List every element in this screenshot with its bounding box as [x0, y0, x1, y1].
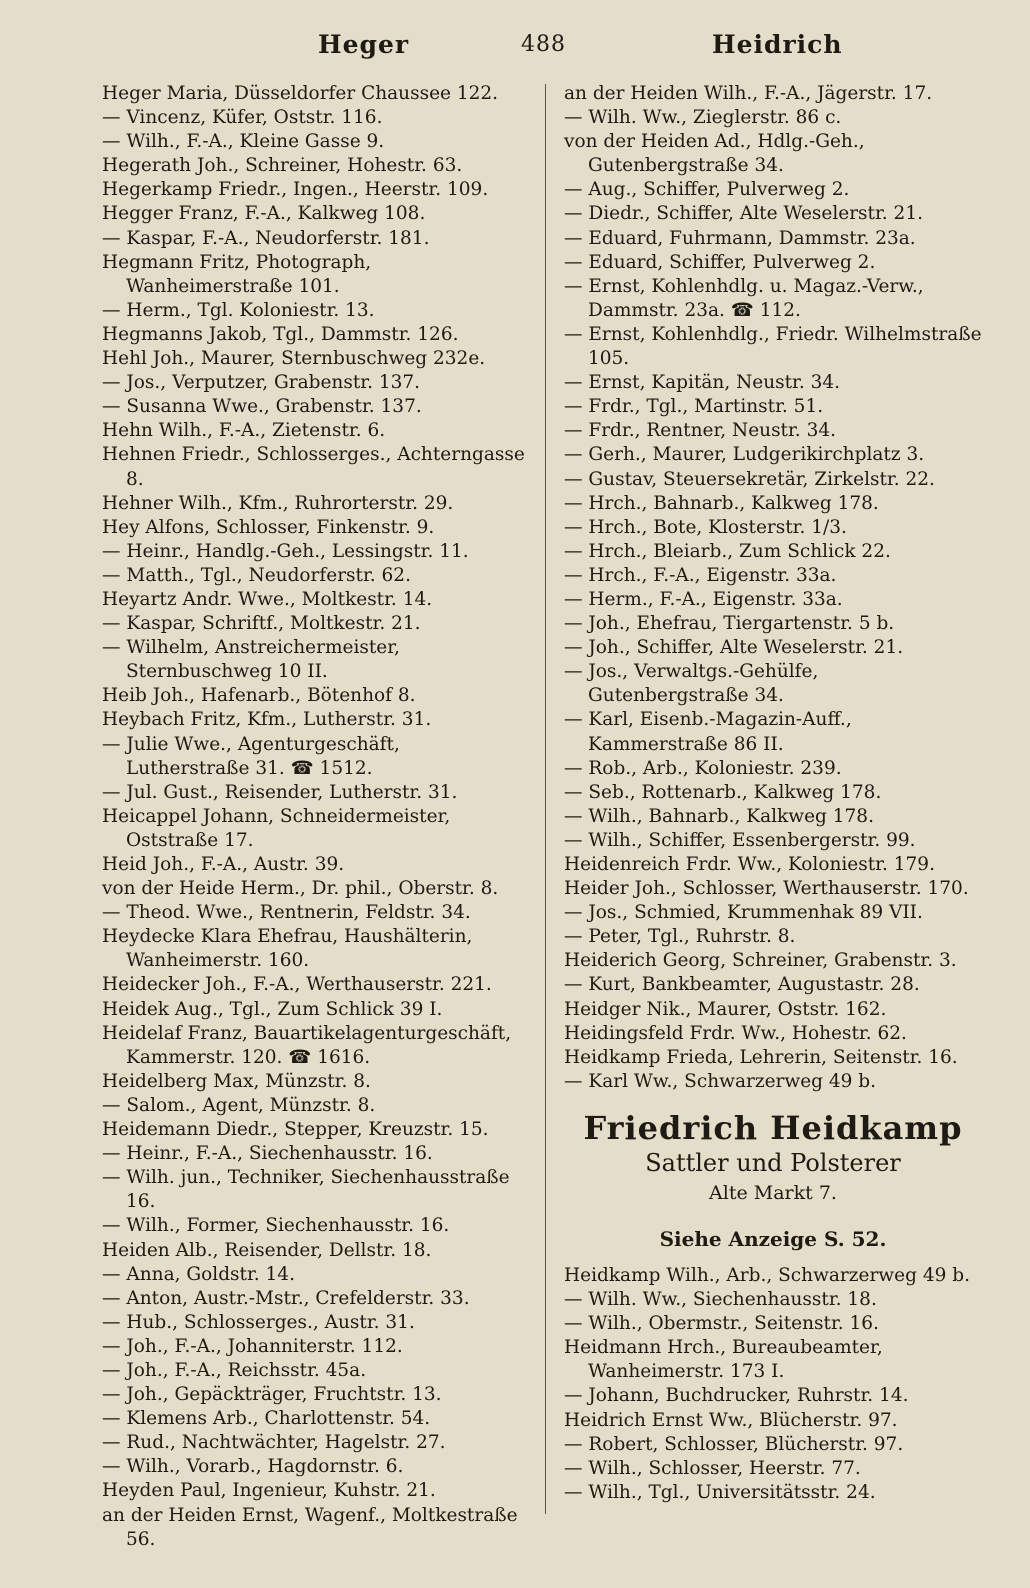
directory-entry: von der Heide Herm., Dr. phil., Oberstr. 8.: [102, 878, 499, 900]
left-column: [102, 82, 525, 1552]
directory-entry: — Joh., Gepäckträger, Fruchtstr. 13.: [102, 1384, 442, 1406]
directory-entry: — Seb., Rottenarb., Kalkweg 178.: [564, 781, 882, 803]
column-divider: [545, 84, 546, 1514]
directory-entry: Heybach Fritz, Kfm., Lutherstr. 31.: [102, 709, 432, 731]
running-header-right: Heidrich: [712, 30, 843, 59]
advert-company-name: Friedrich Heidkamp: [583, 1108, 963, 1147]
directory-entry: — Wilh. jun., Techniker, Siechenhausstraße 16.: [102, 1167, 510, 1213]
directory-entry: — Wilh., Tgl., Universitätsstr. 24.: [564, 1481, 876, 1503]
directory-entry: — Eduard, Fuhrmann, Dammstr. 23a.: [564, 227, 916, 249]
directory-entry: — Wilhelm, Anstreichermeister, Sternbuschweg 10 II.: [102, 637, 400, 683]
directory-entry: Heger Maria, Düsseldorfer Chaussee 122.: [102, 83, 499, 104]
directory-entry: von der Heiden Ad., Hdlg.-Geh., Gutenbergstraße 34.: [564, 131, 865, 177]
directory-entry: — Herm., Tgl. Koloniestr. 13.: [102, 299, 375, 321]
directory-entry: — Wilh. Ww., Siechenhausstr. 18.: [564, 1289, 877, 1311]
directory-entry: — Joh., Ehefrau, Tiergartenstr. 5 b.: [564, 613, 895, 635]
directory-entry: Hehnen Friedr., Schlosserges., Achterngasse 8.: [102, 444, 525, 490]
directory-entry: — Karl Ww., Schwarzerweg 49 b.: [564, 1070, 877, 1092]
directory-entry: — Wilh., Former, Siechenhausstr. 16.: [102, 1215, 450, 1237]
running-header-left: Heger: [318, 30, 410, 59]
directory-entry: — Jos., Verwaltgs.-Gehülfe, Gutenbergstraße 34.: [564, 661, 819, 707]
right-column: [564, 82, 982, 1505]
directory-entry: Heiden Alb., Reisender, Dellstr. 18.: [102, 1239, 432, 1261]
directory-entry: Heidek Aug., Tgl., Zum Schlick 39 I.: [102, 998, 443, 1020]
directory-entry: — Heinr., Handlg.-Geh., Lessingstr. 11.: [102, 540, 469, 562]
directory-entry: Heidelaf Franz, Bauartikelagenturgeschäft, Kammerstr. 120. ☎ 1616.: [102, 1022, 512, 1068]
right-column-bottom-entries: [564, 1264, 982, 1505]
directory-entry: Hegerkamp Friedr., Ingen., Heerstr. 109.: [102, 179, 489, 201]
directory-entry: — Klemens Arb., Charlottenstr. 54.: [102, 1408, 431, 1430]
directory-entry: — Ernst, Kapitän, Neustr. 34.: [564, 372, 841, 394]
directory-entry: — Anna, Goldstr. 14.: [102, 1263, 295, 1285]
directory-entry: — Theod. Wwe., Rentnerin, Feldstr. 34.: [102, 902, 471, 924]
directory-entry: Heidkamp Wilh., Arb., Schwarzerweg 49 b.: [564, 1264, 970, 1286]
directory-entry: — Rud., Nachtwächter, Hagelstr. 27.: [102, 1432, 446, 1454]
advert-reference: Siehe Anzeige S. 52.: [659, 1226, 887, 1251]
directory-entry: — Wilh., Obermstr., Seitenstr. 16.: [564, 1313, 879, 1335]
directory-entry: — Salom., Agent, Münzstr. 8.: [102, 1094, 376, 1116]
directory-entry: Heiderich Georg, Schreiner, Grabenstr. 3.: [564, 950, 957, 972]
directory-entry: — Rob., Arb., Koloniestr. 239.: [564, 757, 842, 779]
directory-entry: — Wilh., F.-A., Kleine Gasse 9.: [102, 131, 385, 153]
directory-entry: — Hrch., Bleiarb., Zum Schlick 22.: [564, 540, 891, 562]
directory-entry: — Hrch., F.-A., Eigenstr. 33a.: [564, 564, 837, 586]
directory-entry: — Frdr., Tgl., Martinstr. 51.: [564, 396, 824, 418]
directory-entry: Hegger Franz, F.-A., Kalkweg 108.: [102, 203, 426, 225]
directory-entry: Hegerath Joh., Schreiner, Hohestr. 63.: [102, 155, 463, 177]
directory-entry: Heid Joh., F.-A., Austr. 39.: [102, 854, 345, 875]
directory-entry: — Jul. Gust., Reisender, Lutherstr. 31.: [102, 781, 458, 803]
directory-entry: Heidger Nik., Maurer, Oststr. 162.: [564, 998, 887, 1020]
page-number: 488: [521, 32, 566, 57]
directory-entry: — Robert, Schlosser, Blücherstr. 97.: [564, 1433, 904, 1455]
directory-entry: — Joh., F.-A., Reichsstr. 45a.: [102, 1359, 367, 1381]
directory-entry: — Diedr., Schiffer, Alte Weselerstr. 21.: [564, 203, 923, 225]
directory-entry: — Joh., Schiffer, Alte Weselerstr. 21.: [564, 637, 904, 659]
directory-entry: — Susanna Wwe., Grabenstr. 137.: [102, 396, 422, 418]
directory-entry: — Ernst, Kohlenhdlg. u. Magaz.-Verw., Dammstr. 23a. ☎ 112.: [564, 275, 924, 321]
directory-entry: Heib Joh., Hafenarb., Bötenhof 8.: [102, 685, 416, 707]
directory-entry: Heidkamp Frieda, Lehrerin, Seitenstr. 16.: [564, 1046, 958, 1068]
directory-entry: — Hrch., Bote, Klosterstr. 1/3.: [564, 516, 847, 538]
directory-entry: — Eduard, Schiffer, Pulverweg 2.: [564, 251, 876, 273]
directory-entry: Heyartz Andr. Wwe., Moltkestr. 14.: [102, 588, 433, 610]
directory-entry: — Wilh., Schiffer, Essenbergerstr. 99.: [564, 829, 916, 851]
directory-entry: Heider Joh., Schlosser, Werthauserstr. 170.: [564, 878, 969, 900]
directory-entry: — Wilh., Vorarb., Hagdornstr. 6.: [102, 1456, 404, 1478]
directory-entry: Hey Alfons, Schlosser, Finkenstr. 9.: [102, 516, 435, 538]
directory-entry: — Jos., Verputzer, Grabenstr. 137.: [102, 372, 421, 394]
advertisement-box: [564, 1110, 982, 1254]
directory-entry: Hegmann Fritz, Photograph, Wanheimerstraße 101.: [102, 251, 372, 297]
right-column-top-entries: [564, 82, 982, 1094]
advert-trade: Sattler und Polsterer: [645, 1148, 901, 1177]
directory-entry: — Kaspar, Schriftf., Moltkestr. 21.: [102, 613, 421, 635]
directory-entry: Heidingsfeld Frdr. Ww., Hohestr. 62.: [564, 1022, 907, 1044]
directory-entry: — Vincenz, Küfer, Oststr. 116.: [102, 107, 383, 129]
directory-entry: — Kaspar, F.-A., Neudorferstr. 181.: [102, 227, 430, 249]
directory-entry: — Kurt, Bankbeamter, Augustastr. 28.: [564, 974, 920, 996]
directory-entry: — Wilh. Ww., Zieglerstr. 86 c.: [564, 107, 842, 129]
directory-entry: — Karl, Eisenb.-Magazin-Auff., Kammerstraße 86 II.: [564, 709, 852, 755]
directory-entry: — Hub., Schlosserges., Austr. 31.: [102, 1311, 415, 1333]
directory-entry: — Hrch., Bahnarb., Kalkweg 178.: [564, 492, 879, 514]
directory-entry: — Herm., F.-A., Eigenstr. 33a.: [564, 588, 843, 610]
directory-entry: Heicappel Johann, Schneidermeister, Oststraße 17.: [102, 805, 451, 851]
directory-entry: — Wilh., Schlosser, Heerstr. 77.: [564, 1457, 861, 1479]
directory-entry: Heidecker Joh., F.-A., Werthauserstr. 221.: [102, 974, 492, 996]
directory-entry: Heidelberg Max, Münzstr. 8.: [102, 1070, 371, 1092]
directory-entry: — Peter, Tgl., Ruhrstr. 8.: [564, 926, 796, 948]
directory-entry: Heyden Paul, Ingenieur, Kuhstr. 21.: [102, 1480, 436, 1502]
directory-entry: Heidmann Hrch., Bureaubeamter, Wanheimerstr. 173 I.: [564, 1337, 883, 1383]
directory-entry: an der Heiden Wilh., F.-A., Jägerstr. 17.: [564, 83, 933, 104]
directory-entry: — Gustav, Steuersekretär, Zirkelstr. 22.: [564, 468, 935, 490]
directory-entry: — Gerh., Maurer, Ludgerikirchplatz 3.: [564, 444, 925, 466]
directory-entry: — Ernst, Kohlenhdlg., Friedr. Wilhelmstraße 105.: [564, 323, 982, 370]
directory-entry: Hehner Wilh., Kfm., Ruhrorterstr. 29.: [102, 492, 454, 514]
directory-entry: — Wilh., Bahnarb., Kalkweg 178.: [564, 805, 874, 827]
directory-entry: Heidemann Diedr., Stepper, Kreuzstr. 15.: [102, 1119, 489, 1141]
directory-entry: — Anton, Austr.-Mstr., Crefelderstr. 33.: [102, 1287, 470, 1309]
directory-entry: Heidrich Ernst Ww., Blücherstr. 97.: [564, 1409, 898, 1431]
directory-entry: — Frdr., Rentner, Neustr. 34.: [564, 420, 836, 442]
directory-entry: Heidenreich Frdr. Ww., Koloniestr. 179.: [564, 854, 935, 875]
directory-entry: — Matth., Tgl., Neudorferstr. 62.: [102, 564, 411, 586]
directory-entry: — Joh., F.-A., Johanniterstr. 112.: [102, 1335, 403, 1357]
advert-address: Alte Markt 7.: [709, 1181, 837, 1204]
directory-entry: — Julie Wwe., Agenturgeschäft, Lutherstraße 31. ☎ 1512.: [102, 733, 400, 779]
directory-entry: an der Heiden Ernst, Wagenf., Moltkestraße 56.: [102, 1504, 518, 1550]
directory-entry: Hegmanns Jakob, Tgl., Dammstr. 126.: [102, 323, 459, 345]
directory-entry: Hehn Wilh., F.-A., Zietenstr. 6.: [102, 420, 386, 442]
directory-entry: — Jos., Schmied, Krummenhak 89 VII.: [564, 902, 923, 924]
directory-entry: Heydecke Klara Ehefrau, Haushälterin, Wanheimerstr. 160.: [102, 926, 473, 972]
directory-entry: — Aug., Schiffer, Pulverweg 2.: [564, 179, 850, 201]
directory-entry: Hehl Joh., Maurer, Sternbuschweg 232e.: [102, 348, 486, 370]
directory-entry: — Johann, Buchdrucker, Ruhrstr. 14.: [564, 1385, 909, 1407]
directory-entry: — Heinr., F.-A., Siechenhausstr. 16.: [102, 1143, 433, 1165]
